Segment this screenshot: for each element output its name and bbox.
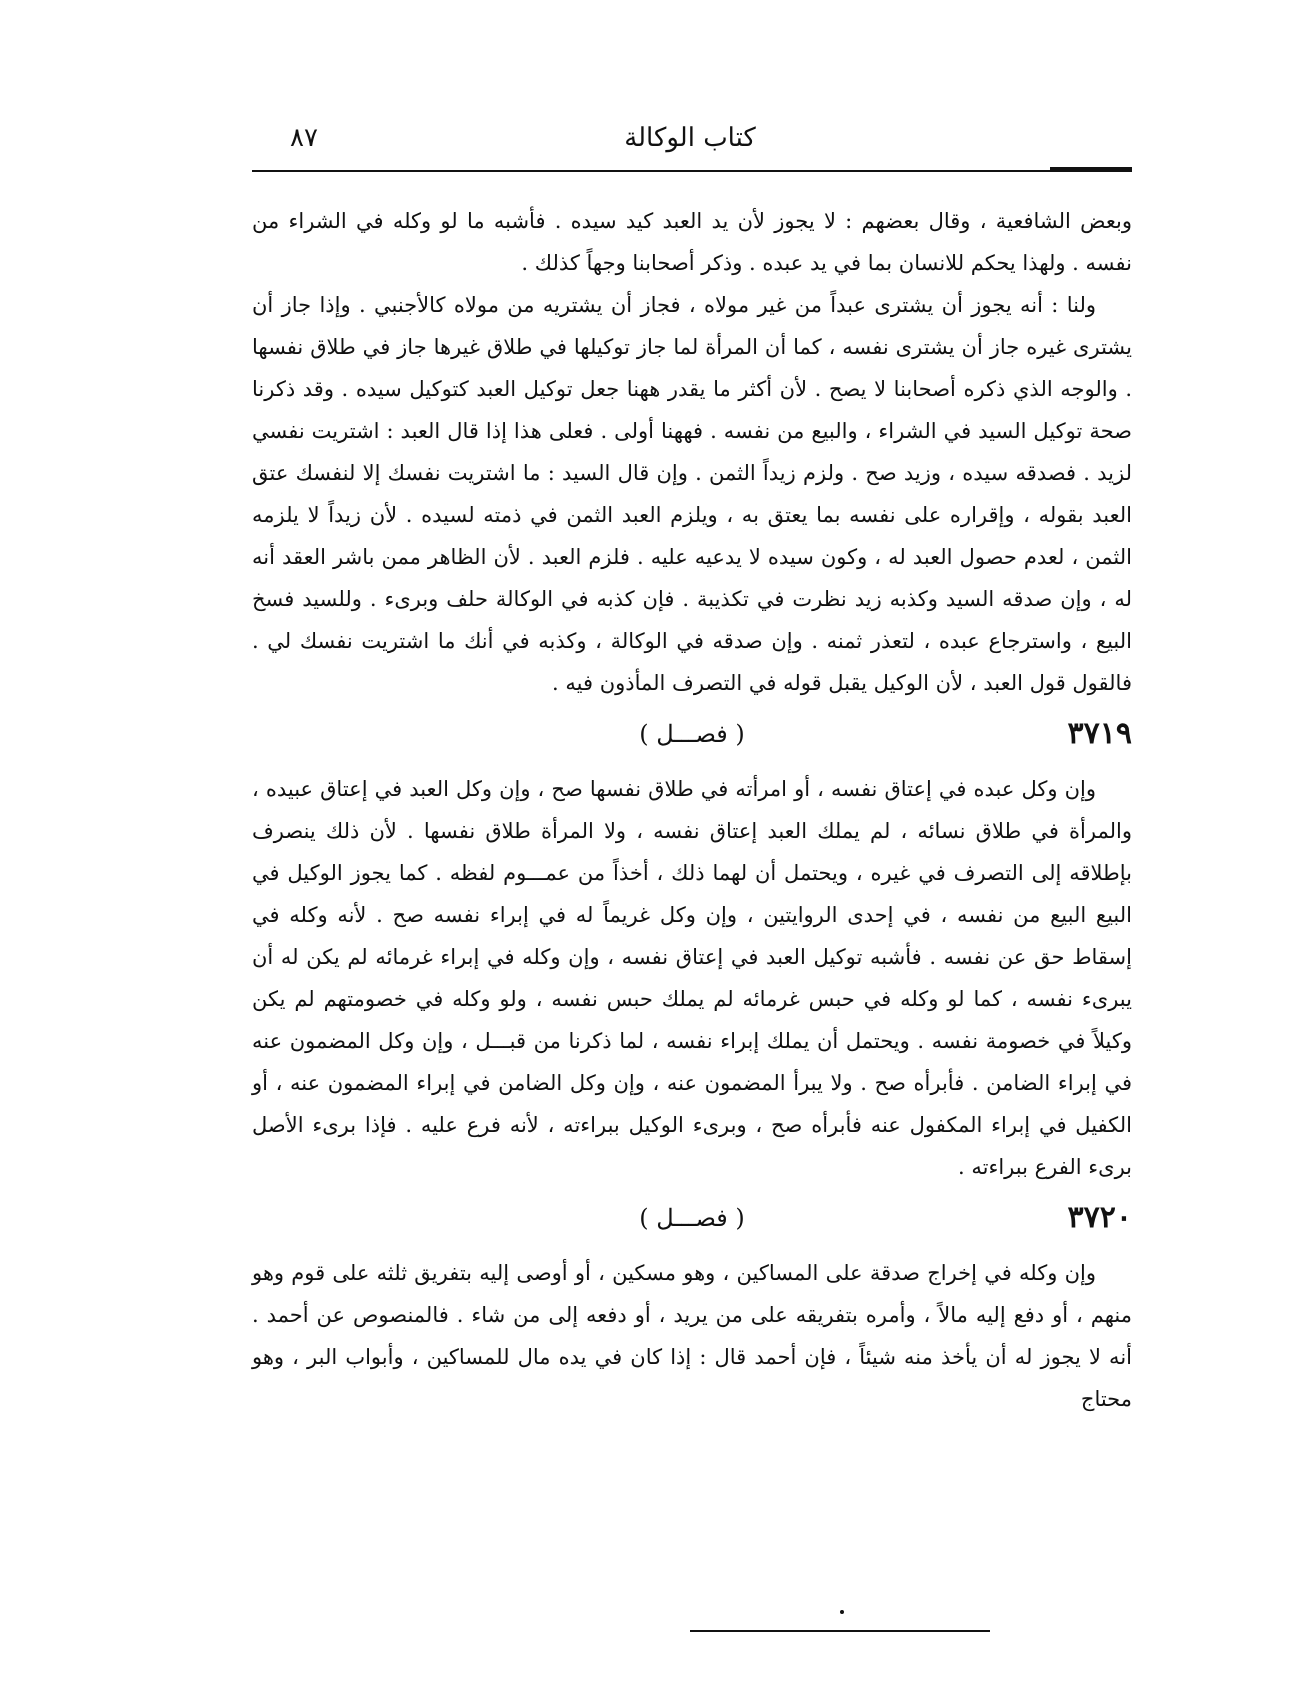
footer-dot — [840, 1610, 844, 1614]
section-number: ٣٧١٩ — [1067, 716, 1132, 751]
paragraph: وإن وكل عبده في إعتاق نفسه ، أو امرأته في طلاق نفسها صح ، وإن وكل العبد في إعتاق عبيده ، والمرأة في طلاق نسائه ، لم يملك العبد إعتاق نفسه ، ولا المرأة طلاق نفسها . لأن ذلك ينصرف بإطلاقه إلى التصرف في غيره ، ويحتمل أن لهما ذلك ، أخذاً من عمـــوم لفظه . كما يجوز الوكيل في البيع البيع من نفسه ، في إحدى الروايتين ، وإن وكل غريماً له في إبراء نفسه صح . لأنه وكله في إسقاط حق عن نفسه . فأشبه توكيل العبد في إعتاق نفسه ، وإن وكله في إبراء غرمائه لم يكن له أن يبرىء نفسه ، كما لو وكله في حبس غرمائه لم يملك حبس نفسه ، ولو وكله في خصومتهم لم يكن وكيلاً في خصومة نفسه . ويحتمل أن يملك إبراء نفسه ، لما ذكرنا من قبـــل ، وإن وكل المضمون عنه في إبراء الضامن . فأبرأه صح . ولا يبرأ المضمون عنه ، وإن وكل الضامن في إبراء المضمون عنه ، أو الكفيل في إبراء المكفول عنه فأبرأه صح ، وبرىء الوكيل ببراءته ، لأنه فرع عليه . فإذا برىء الأصل برىء الفرع ببراءته . — [252, 777, 1132, 1179]
section-number: ٣٧٢٠ — [1067, 1200, 1132, 1235]
header-rule-accent — [1050, 167, 1132, 171]
section-title: ( فصـــل ) — [639, 720, 745, 748]
paragraph: وإن وكله في إخراج صدقة على المساكين ، وهو مسكين ، أو أوصى إليه بتفريق ثلثه على قوم وهو منهم ، أو دفع إليه مالاً ، وأمره بتفريقه على من يريد ، أو دفعه إلى من شاء . فالمنصوص عن أحمد . أنه لا يجوز له أن يأخذ منه شيئاً ، فإن أحمد قال : إذا كان في يده مال للمساكين ، وأبواب البر ، وهو محتاج — [252, 1261, 1132, 1411]
paragraph: ولنا : أنه يجوز أن يشترى عبداً من غير مولاه ، فجاز أن يشتريه من مولاه كالأجنبي . وإذا جاز أن يشترى غيره جاز أن يشترى نفسه ، كما أن المرأة لما جاز توكيلها في طلاق غيرها جاز في طلاق نفسها . والوجه الذي ذكره أصحابنا لا يصح . لأن أكثر ما يقدر ههنا جعل توكيل العبد كتوكيل سيده . وقد ذكرنا صحة توكيل السيد في الشراء ، والبيع من نفسه . فههنا أولى . فعلى هذا إذا قال العبد : اشتريت نفسي لزيد . فصدقه سيده ، وزيد صح . ولزم زيداً الثمن . وإن قال السيد : ما اشتريت نفسك إلا لنفسك عتق العبد بقوله ، وإقراره على نفسه بما يعتق به ، ويلزم العبد الثمن في ذمته لسيده . لأن زيداً لا يلزمه الثمن ، لعدم حصول العبد له ، وكون سيده لا يدعيه عليه . فلزم العبد . لأن الظاهر ممن باشر العقد أنه له ، وإن صدقه السيد وكذبه زيد نظرت في تكذيبة . فإن كذبه في الوكالة حلف وبرىء . وللسيد فسخ البيع ، واسترجاع عبده ، لتعذر ثمنه . وإن صدقه في الوكالة ، وكذبه في أنك ما اشتريت نفسك لي . فالقول قول العبد ، لأن الوكيل يقبل قوله في التصرف المأذون فيه . — [252, 293, 1132, 695]
header-rule — [252, 170, 1132, 172]
section-heading — [252, 1196, 1132, 1246]
running-title: كتاب الوكالة — [624, 123, 756, 153]
paragraph: وبعض الشافعية ، وقال بعضهم : لا يجوز لأن يد العبد كيد سيده . فأشبه ما لو وكله في الشراء من نفسه . ولهذا يحكم للانسان بما في يد عبده . وذكر أصحابنا وجهاً كذلك . — [252, 209, 1132, 275]
footer-rule — [690, 1630, 990, 1632]
body-text — [252, 200, 1132, 1420]
section-title: ( فصـــل ) — [639, 1204, 745, 1232]
section-heading — [252, 712, 1132, 762]
page-header — [250, 118, 1130, 162]
page-number: ٨٧ — [290, 123, 318, 153]
